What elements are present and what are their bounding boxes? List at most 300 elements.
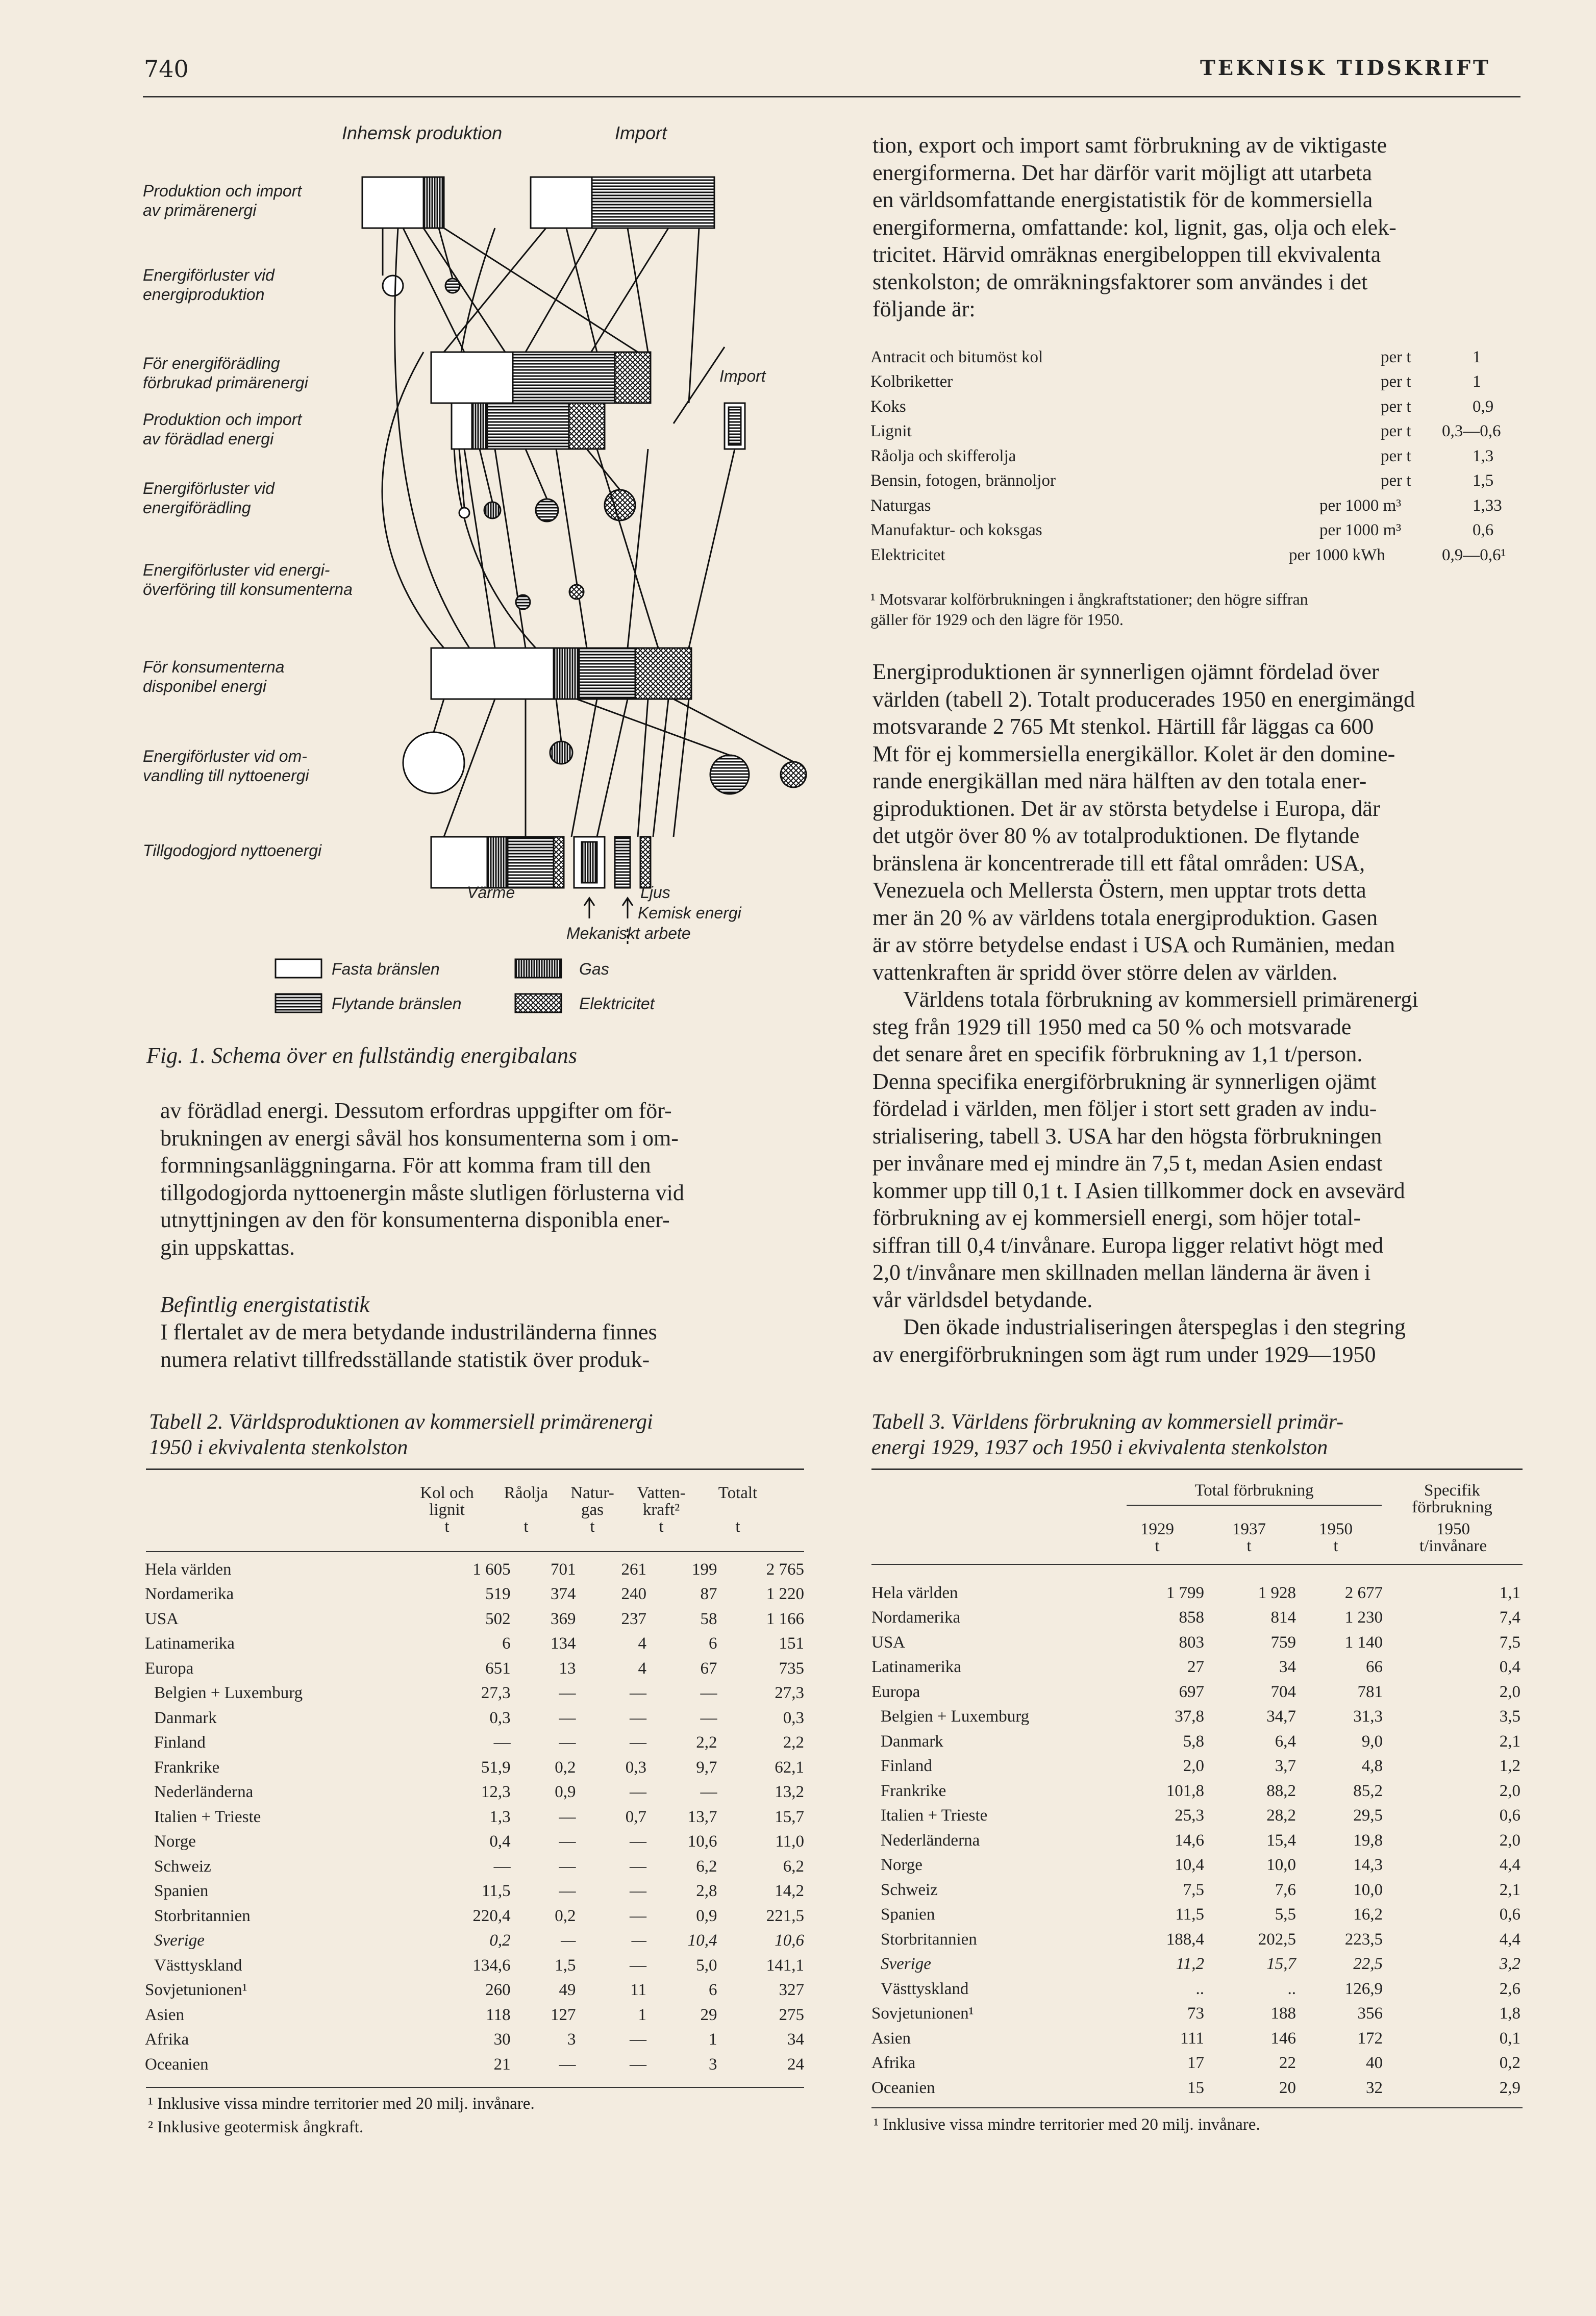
table-cell: 1,3 xyxy=(489,1807,511,1826)
table-cell: 2 765 xyxy=(766,1560,804,1579)
row-label: Sverige xyxy=(154,1931,205,1950)
table-cell: 3 xyxy=(567,2030,576,2049)
table-cell: — xyxy=(629,1708,646,1727)
table3-header-rule xyxy=(871,1564,1523,1565)
table-cell: 29,5 xyxy=(1353,1806,1383,1825)
left-paragraph-1: av förädlad energi. Dessutom erfordras uppgifter om för- brukningen av energi såväl hos konsumenterna som i om- formningsanläggningarna. För att komma fram till den tillgodogjorda nyttoenergin måste slutligen förlusterna vid utnyttjningen av den för konsumenterna disponibla ener- gin uppskattas. xyxy=(160,1098,684,1260)
table-cell: 502 xyxy=(485,1609,511,1628)
table-cell: 2 677 xyxy=(1344,1583,1383,1602)
table-row xyxy=(143,1854,806,1879)
table-cell: 814 xyxy=(1270,1608,1296,1627)
table-cell: 0,2 xyxy=(489,1931,511,1950)
table-cell: 261 xyxy=(621,1560,646,1579)
row-label: Oceanien xyxy=(871,2078,935,2097)
consumer-el xyxy=(635,648,691,699)
row-label: Spanien xyxy=(881,1905,935,1924)
row-label: Tillgodogjord nyttoenergi xyxy=(143,841,322,860)
table-cell: — xyxy=(631,1931,646,1950)
table-cell: 2,2 xyxy=(783,1733,804,1752)
table-cell: — xyxy=(559,1832,576,1851)
row-label: Storbritannien xyxy=(881,1930,977,1949)
table-cell: 6,2 xyxy=(783,1857,804,1876)
table-cell: — xyxy=(561,1931,576,1950)
table-cell: — xyxy=(629,1684,646,1703)
table3-caption: Tabell 3. Världens förbrukning av kommersiell primär- energi 1929, 1937 och 1950 i ekvivalenta stenkolston xyxy=(871,1410,1344,1459)
table2 xyxy=(143,1557,806,2077)
table-cell: — xyxy=(559,2055,576,2074)
table-cell: 2,0 xyxy=(1183,1757,1204,1776)
table-cell: 22,5 xyxy=(1353,1955,1383,1974)
table-cell: 88,2 xyxy=(1266,1781,1296,1800)
row-label: Europa xyxy=(871,1682,920,1701)
table-row xyxy=(143,1830,806,1855)
table-cell: — xyxy=(629,1857,646,1876)
table-cell: 0,1 xyxy=(1499,2029,1520,2048)
table-cell: 13,7 xyxy=(687,1807,717,1826)
row-label: Oceanien xyxy=(145,2055,209,2074)
table-cell: 0,2 xyxy=(555,1758,576,1777)
table-row xyxy=(143,2052,806,2077)
table-cell: 0,2 xyxy=(1499,2054,1520,2073)
conversion-footnote: ¹ Motsvarar kolförbrukningen i ångkraftstationer; den högre siffran gäller för 1929 och den lägre för 1950. xyxy=(870,590,1308,629)
table-cell: 2,0 xyxy=(1499,1682,1520,1701)
loss-circle xyxy=(569,585,584,599)
table-cell: — xyxy=(700,1684,717,1703)
label-chem: Kemisk energi xyxy=(638,904,741,922)
table-cell: .. xyxy=(1287,1979,1296,1998)
table-row xyxy=(143,2003,806,2028)
table-cell: 10,6 xyxy=(687,1832,717,1851)
table3 xyxy=(869,1581,1523,2101)
table-cell: 12,3 xyxy=(481,1783,511,1802)
table-cell: 22 xyxy=(1279,2054,1296,2073)
table-cell: 5,5 xyxy=(1275,1905,1296,1924)
row-label: Norge xyxy=(154,1832,196,1851)
table-cell: 4 xyxy=(638,1659,646,1678)
loss-circle xyxy=(459,508,469,518)
table-cell: 13,2 xyxy=(775,1783,804,1802)
table-cell: 16,2 xyxy=(1353,1905,1383,1924)
section-heading: Befintlig energistatistik xyxy=(160,1292,370,1317)
legend-swatch-el xyxy=(515,994,561,1012)
table-cell: 126,9 xyxy=(1344,1979,1383,1998)
table-cell: — xyxy=(559,1733,576,1752)
legend-label: Gas xyxy=(579,960,609,978)
loss-circle xyxy=(516,595,530,609)
table2-caption: Tabell 2. Världsproduktionen av kommersiell primärenergi 1950 i ekvivalenta stenkolston xyxy=(149,1410,653,1459)
table3-top-rule xyxy=(871,1468,1523,1470)
row-label: Västtyskland xyxy=(154,1956,242,1975)
label-import: Import xyxy=(615,122,667,143)
table-row xyxy=(143,1805,806,1830)
table-cell: 369 xyxy=(550,1609,576,1628)
table-row xyxy=(869,2002,1523,2027)
row-label: Produktion och import av förädlad energi xyxy=(143,410,302,448)
table-cell: 5,8 xyxy=(1183,1732,1204,1751)
table-cell: 15,7 xyxy=(1266,1955,1296,1974)
table-cell: 1,2 xyxy=(1499,1757,1520,1776)
refined-liquid xyxy=(487,403,569,449)
table-cell: 10,0 xyxy=(1353,1880,1383,1899)
conversion-row: Elektricitet per 1000 kWh 0,9—0,6¹ xyxy=(870,545,1506,564)
table-cell: 0,2 xyxy=(555,1906,576,1925)
row-label: Energiförluster vid energiförädling xyxy=(143,479,275,517)
table-row xyxy=(143,1929,806,1954)
conversion-row: Naturgas per 1000 m³ 1,33 xyxy=(870,496,1502,515)
legend-swatch-liquid xyxy=(276,994,321,1012)
table-cell: 4,4 xyxy=(1499,1930,1520,1949)
table-cell: 134,6 xyxy=(472,1956,511,1975)
table-cell: 30 xyxy=(493,2030,511,2049)
table-cell: 1,8 xyxy=(1499,2004,1520,2023)
table-cell: 14,6 xyxy=(1175,1831,1204,1850)
table-cell: 15 xyxy=(1187,2078,1204,2097)
row-label: Schweiz xyxy=(154,1857,211,1876)
table-cell: 10,0 xyxy=(1266,1856,1296,1875)
table-cell: 31,3 xyxy=(1353,1707,1383,1726)
table-cell: .. xyxy=(1195,1979,1204,1998)
consumer-solid xyxy=(431,648,554,699)
table-cell: 0,9 xyxy=(555,1783,576,1802)
table-cell: 1 605 xyxy=(472,1560,511,1579)
table-cell: 25,3 xyxy=(1175,1806,1204,1825)
row-label: Västtyskland xyxy=(881,1979,969,1998)
table-cell: 240 xyxy=(621,1585,646,1604)
loss-circle xyxy=(710,755,749,794)
row-label: Afrika xyxy=(871,2054,916,2073)
table-cell: 858 xyxy=(1179,1608,1204,1627)
table-row xyxy=(869,2076,1523,2101)
table-cell: 4,4 xyxy=(1499,1856,1520,1875)
row-label: Storbritannien xyxy=(154,1906,251,1925)
import-solid-bar xyxy=(531,177,592,228)
consumer-liquid xyxy=(579,648,635,699)
table-cell: 134 xyxy=(550,1634,576,1653)
refining-input-solid xyxy=(431,352,513,403)
table-row xyxy=(143,1706,806,1731)
table-cell: 275 xyxy=(779,2005,804,2024)
table-cell: 11,5 xyxy=(1175,1905,1204,1924)
table-cell: — xyxy=(629,1832,646,1851)
table-cell: — xyxy=(559,1708,576,1727)
table-cell: 188 xyxy=(1270,2004,1296,2023)
table-cell: 202,5 xyxy=(1258,1930,1296,1949)
table-cell: 1 xyxy=(708,2030,717,2049)
table-cell: 1 166 xyxy=(766,1609,804,1628)
table-row xyxy=(869,1754,1523,1779)
table-row xyxy=(143,1731,806,1756)
useful-heat-liquid xyxy=(508,837,554,888)
table-cell: 1 xyxy=(638,2005,646,2024)
table-cell: — xyxy=(493,1733,511,1752)
table-cell: — xyxy=(629,2030,646,2049)
table-cell: 111 xyxy=(1180,2029,1204,2048)
refined-solid xyxy=(452,403,472,449)
table-cell: 101,8 xyxy=(1166,1781,1204,1800)
table-cell: 7,5 xyxy=(1183,1880,1204,1899)
table-row xyxy=(143,1780,806,1805)
table-cell: 2,1 xyxy=(1499,1880,1520,1899)
table-cell: — xyxy=(700,1708,717,1727)
table-row xyxy=(869,1680,1523,1705)
right-paragraph-2: Energiproduktionen är synnerligen ojämnt fördelad över världen (tabell 2). Totalt producerades 1950 en energimängd motsvarande 2 765 Mt stenkol. Härtill får läggas ca 600 Mt för ej kommersiella energikällor. Kolet är den domine- rande energikällan med nära hälften av den totala ener- giproduktionen. Det är av största betydelse i Europa, där det utgör över 80 % av totalproduktionen. De flytande bränslena är koncentrerade till ett fåtal områden: USA, Venezuela och Mellersta Östern, men upptar trots detta mer än 20 % av världens totala energiproduktion. Gasen är av större betydelse endast i USA och Rumänien, medan vattenkraften är spridd över större delen av världen. Världens totala förbrukning av kommersiell primärenergi steg från 1929 till 1950 med ca 50 % och motsvarade det senare året en specifik förbrukning av 1,1 t/person. Denna specifika energiförbrukning är synnerligen ojämt fördelad i världen, men följer i stort sett graden av indu- strialisering, tabell 3. USA har den högsta förbrukningen per invånare med ej mindre än 7,5 t, medan Asien endast kommer upp till 0,1 t. I Asien tillkommer dock en avsevärd förbrukning av ej kommersiell energi, som höjer total- siffran till 0,4 t/invånare. Europa ligger relativt högt med 2,0 t/invånare men skillnaden mellan länderna är även i vår världsdel betydande. Den ökade industrialiseringen återspeglas i den stegring av energiförbrukningen som ägt rum under 1929—1950 xyxy=(872,659,1418,1367)
table-row xyxy=(869,1828,1523,1853)
table-cell: 701 xyxy=(550,1560,576,1579)
table-cell: 220,4 xyxy=(472,1906,511,1925)
table2-top-rule xyxy=(146,1468,804,1470)
table-cell: 14,2 xyxy=(775,1882,804,1901)
table-row xyxy=(143,1582,806,1607)
row-label: Energiförluster vid energiproduktion xyxy=(143,266,275,304)
legend-label: Elektricitet xyxy=(579,994,655,1013)
table-row xyxy=(869,2026,1523,2051)
table-cell: 2,9 xyxy=(1499,2078,1520,2097)
table-cell: 2,1 xyxy=(1499,1732,1520,1751)
table-cell: 697 xyxy=(1179,1682,1204,1701)
table2-bottom-rule xyxy=(146,2087,804,2088)
table-row xyxy=(143,1904,806,1929)
table-cell: 3,2 xyxy=(1499,1955,1520,1974)
page-number: 740 xyxy=(144,55,189,83)
table-row xyxy=(143,2028,806,2053)
table-cell: 11 xyxy=(630,1981,646,2000)
row-label: Frankrike xyxy=(881,1781,946,1800)
table2-header-rule xyxy=(146,1551,804,1552)
row-label: Energiförluster vid om- vandling till nyttoenergi xyxy=(143,747,309,785)
table-cell: 58 xyxy=(700,1609,717,1628)
row-label: Spanien xyxy=(154,1882,209,1901)
row-label: Nordamerika xyxy=(871,1608,961,1627)
table-cell: 2,0 xyxy=(1499,1831,1520,1850)
table-cell: 10,4 xyxy=(687,1931,717,1950)
table-cell: — xyxy=(559,1684,576,1703)
legend-label: Flytande bränslen xyxy=(332,994,462,1013)
table-cell: 11,5 xyxy=(482,1882,511,1901)
useful-heat-el xyxy=(554,837,564,888)
table-cell: 7,4 xyxy=(1499,1608,1520,1627)
table-cell: 3 xyxy=(708,2055,717,2074)
row-label: Produktion och import av primärenergi xyxy=(143,182,302,219)
table-row xyxy=(869,1606,1523,1631)
row-label: Nederländerna xyxy=(154,1783,254,1802)
conversion-list xyxy=(870,345,1524,568)
table-cell: 2,2 xyxy=(696,1733,717,1752)
loss-circle xyxy=(781,762,806,787)
table-row xyxy=(869,1581,1523,1606)
table-cell: 6,4 xyxy=(1275,1732,1296,1751)
table-cell: 803 xyxy=(1179,1633,1204,1652)
table-cell: 34 xyxy=(787,2030,804,2049)
consumer-gas xyxy=(554,648,579,699)
domestic-gas-bar xyxy=(423,177,444,228)
row-label: Hela världen xyxy=(871,1583,958,1602)
table-cell: 32 xyxy=(1366,2078,1383,2097)
table-cell: 73 xyxy=(1187,2004,1204,2023)
table-row xyxy=(869,1952,1523,1977)
table2-header: Kol och lignit t Råolja t Natur- gas t Vatten- kraft² t Totalt t xyxy=(420,1484,758,1536)
loss-circle xyxy=(605,490,635,520)
left-paragraph-2: I flertalet av de mera betydande industriländerna finnes numera relativt tillfredsställande statistik över produk- xyxy=(160,1319,657,1372)
table-cell: 17 xyxy=(1187,2054,1204,2073)
row-label: För konsumenterna disponibel energi xyxy=(143,658,285,695)
table-cell: 0,3 xyxy=(783,1708,804,1727)
table-cell: 151 xyxy=(779,1634,804,1653)
table-cell: 40 xyxy=(1366,2054,1383,2073)
table-row xyxy=(143,1607,806,1632)
table-cell: 356 xyxy=(1357,2004,1383,2023)
useful-chem xyxy=(615,837,630,888)
row-label: USA xyxy=(145,1609,179,1628)
table-cell: 1 799 xyxy=(1166,1583,1204,1602)
table-cell: 327 xyxy=(779,1981,804,2000)
table-cell: 37,8 xyxy=(1175,1707,1204,1726)
row-label: Energiförluster vid energi- överföring till konsumenterna xyxy=(143,561,353,599)
journal-title: TEKNISK TIDSKRIFT xyxy=(1200,56,1491,80)
table3-header: Total förbrukning Specifik förbrukning 1929 t 1937 t 1950 t 1950 t/invånare xyxy=(871,1482,1523,1554)
table-cell: 651 xyxy=(485,1659,511,1678)
table-cell: 27,3 xyxy=(775,1684,804,1703)
table-cell: 0,7 xyxy=(625,1807,646,1826)
table-cell: — xyxy=(629,1956,646,1975)
table-cell: 127 xyxy=(550,2005,576,2024)
table-cell: 519 xyxy=(485,1585,511,1604)
table-row xyxy=(143,1632,806,1657)
row-label: Sovjetunionen¹ xyxy=(145,1981,247,2000)
conversion-row: Antracit och bitumöst kol per t 1 xyxy=(870,347,1481,366)
conversion-row: Kolbriketter per t 1 xyxy=(870,372,1481,391)
table-cell: 5,0 xyxy=(696,1956,717,1975)
table-cell: 0,3 xyxy=(489,1708,511,1727)
table-row xyxy=(869,1878,1523,1903)
table-row xyxy=(869,1927,1523,1952)
table-cell: 223,5 xyxy=(1344,1930,1383,1949)
table-cell: 34,7 xyxy=(1266,1707,1296,1726)
row-label: Latinamerika xyxy=(145,1634,235,1653)
table-cell: — xyxy=(629,2055,646,2074)
table-cell: 27 xyxy=(1187,1658,1204,1677)
table-cell: 6 xyxy=(708,1981,717,2000)
useful-light-fill xyxy=(582,842,597,883)
table-cell: 6 xyxy=(502,1634,511,1653)
row-label: Norge xyxy=(881,1856,922,1875)
table-cell: 87 xyxy=(700,1585,717,1604)
row-label: Asien xyxy=(145,2005,184,2024)
row-label: Italien + Trieste xyxy=(154,1807,261,1826)
table-row xyxy=(869,1655,1523,1680)
table-cell: — xyxy=(559,1882,576,1901)
table-cell: 0,6 xyxy=(1499,1806,1520,1825)
table-cell: — xyxy=(629,1882,646,1901)
row-label: Finland xyxy=(154,1733,206,1752)
row-label: Nordamerika xyxy=(145,1585,234,1604)
row-label: Frankrike xyxy=(154,1758,220,1777)
table-cell: 704 xyxy=(1270,1682,1296,1701)
conversion-row: Koks per t 0,9 xyxy=(870,397,1494,416)
conversion-row: Manufaktur- och koksgas per 1000 m³ 0,6 xyxy=(870,521,1494,540)
table-cell: 11,2 xyxy=(1176,1955,1204,1974)
table-cell: — xyxy=(629,1783,646,1802)
table-row xyxy=(869,2051,1523,2076)
table-cell: 29 xyxy=(700,2005,717,2024)
import-liquid-bar xyxy=(592,177,714,228)
table-cell: 10,4 xyxy=(1175,1856,1204,1875)
table-row xyxy=(869,1853,1523,1878)
right-paragraph-1: tion, export och import samt förbrukning av de viktigaste energiformerna. Det har därför varit möjligt att utarbeta en världsomfattande energistatistik för de kommersiella energiformerna, omfattande: kol, lignit, gas, olja och elek- tricitet. Härvid omräknas energibeloppen till ekvivalenta stenkolston; de omräkningsfaktorer som användes i det följande är: xyxy=(872,133,1396,321)
legend-swatch-gas xyxy=(515,959,561,978)
loss-circle xyxy=(536,499,558,521)
table-cell: 7,5 xyxy=(1499,1633,1520,1652)
domestic-solid-bar xyxy=(362,177,423,228)
loss-circle xyxy=(403,732,464,793)
label-mech: Mekaniskt arbete xyxy=(566,924,691,942)
table-cell: 0,6 xyxy=(1499,1905,1520,1924)
table-cell: 141,1 xyxy=(766,1956,804,1975)
energy-balance-figure xyxy=(138,117,811,1026)
table-cell: 1 220 xyxy=(766,1585,804,1604)
table-cell: 6 xyxy=(708,1634,717,1653)
table-row xyxy=(869,1705,1523,1730)
table-cell: 24 xyxy=(787,2055,804,2074)
table-cell: 1,5 xyxy=(555,1956,576,1975)
row-label: Latinamerika xyxy=(871,1658,961,1677)
label-domestic: Inhemsk produktion xyxy=(342,122,503,143)
import-refined-liquid xyxy=(729,407,741,445)
table-cell: — xyxy=(493,1857,511,1876)
table-cell: 14,3 xyxy=(1353,1856,1383,1875)
table-cell: 735 xyxy=(779,1659,804,1678)
table-cell: 10,6 xyxy=(775,1931,804,1950)
row-label: USA xyxy=(871,1633,906,1652)
table-row xyxy=(869,1779,1523,1804)
table-cell: 6,2 xyxy=(696,1857,717,1876)
table-cell: 27,3 xyxy=(481,1684,511,1703)
refining-input-liquid xyxy=(513,352,615,403)
table-cell: 199 xyxy=(691,1560,717,1579)
table-row xyxy=(869,1903,1523,1928)
table-cell: 374 xyxy=(550,1585,576,1604)
table-cell: 62,1 xyxy=(775,1758,804,1777)
conversion-row: Bensin, fotogen, brännoljor per t 1,5 xyxy=(870,471,1494,490)
table-cell: — xyxy=(700,1783,717,1802)
table-row xyxy=(869,1729,1523,1754)
table-cell: 221,5 xyxy=(766,1906,804,1925)
table-cell: 67 xyxy=(700,1659,717,1678)
refining-input-el xyxy=(615,352,651,403)
table-cell: 51,9 xyxy=(481,1758,511,1777)
row-label: Europa xyxy=(145,1659,194,1678)
table-cell: — xyxy=(629,1906,646,1925)
useful-heat-solid xyxy=(431,837,487,888)
table-cell: — xyxy=(559,1807,576,1826)
table-cell: 66 xyxy=(1366,1658,1383,1677)
table-cell: 9,7 xyxy=(696,1758,717,1777)
conversion-row: Lignit per t 0,3—0,6 xyxy=(870,422,1501,441)
row-label: Belgien + Luxemburg xyxy=(154,1684,303,1703)
table-cell: 0,4 xyxy=(489,1832,511,1851)
table-cell: 19,8 xyxy=(1353,1831,1383,1850)
table-cell: 237 xyxy=(621,1609,646,1628)
table-cell: 28,2 xyxy=(1266,1806,1296,1825)
table-cell: 4 xyxy=(638,1634,646,1653)
row-label: Sverige xyxy=(881,1955,931,1974)
table-cell: 2,0 xyxy=(1499,1781,1520,1800)
table-cell: — xyxy=(629,1733,646,1752)
table-cell: 0,3 xyxy=(625,1758,646,1777)
row-label: Finland xyxy=(881,1757,932,1776)
table-cell: 2,8 xyxy=(696,1882,717,1901)
table-row xyxy=(143,1557,806,1582)
table-cell: 3,7 xyxy=(1275,1757,1296,1776)
